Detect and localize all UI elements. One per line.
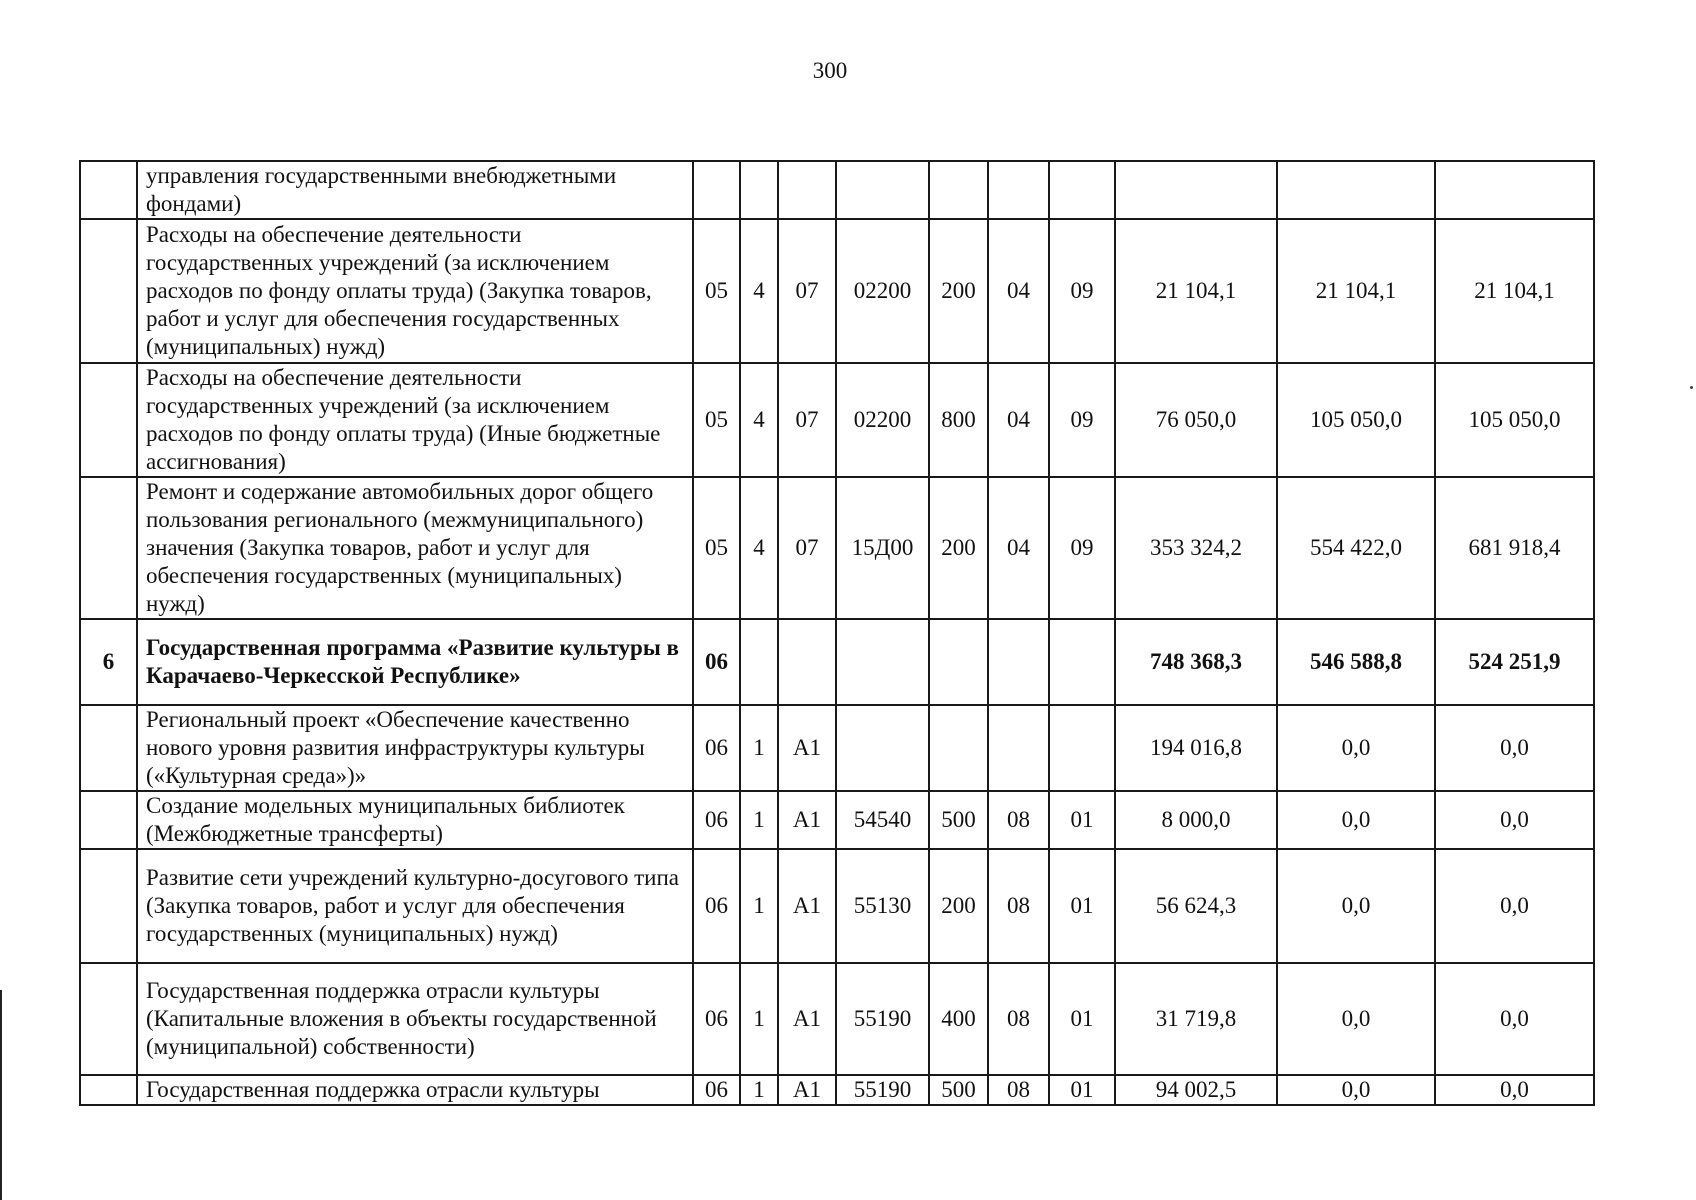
table-row — [80, 477, 1594, 619]
code-cell: 02200 — [836, 363, 929, 477]
table-row-program — [80, 619, 1594, 705]
row-description: Государственная программа «Развитие культуры в Карачаево-Черкесской Республике» — [137, 619, 693, 705]
row-description: Создание модельных муниципальных библиотек (Межбюджетные трансферты) — [137, 791, 693, 849]
code-cell: 55190 — [836, 1075, 929, 1105]
code-cell: 400 — [929, 963, 988, 1075]
amount-cell: 0,0 — [1435, 963, 1594, 1075]
code-cell: 06 — [693, 1075, 740, 1105]
code-cell — [740, 619, 778, 705]
table-row — [80, 849, 1594, 963]
amount-cell: 0,0 — [1435, 849, 1594, 963]
code-cell: 54540 — [836, 791, 929, 849]
code-cell — [836, 705, 929, 791]
code-cell: 01 — [1049, 963, 1115, 1075]
amount-cell: 0,0 — [1277, 963, 1435, 1075]
code-cell: 09 — [1049, 363, 1115, 477]
code-cell: 04 — [988, 363, 1049, 477]
code-cell: 04 — [988, 477, 1049, 619]
code-cell: 01 — [1049, 849, 1115, 963]
amount-cell: 0,0 — [1277, 1075, 1435, 1105]
row-number — [80, 963, 137, 1075]
code-cell: 08 — [988, 1075, 1049, 1105]
code-cell: 1 — [740, 849, 778, 963]
code-cell — [929, 161, 988, 219]
amount-cell: 21 104,1 — [1277, 219, 1435, 363]
code-cell: 06 — [693, 705, 740, 791]
amount-cell: 56 624,3 — [1115, 849, 1277, 963]
amount-cell: 105 050,0 — [1277, 363, 1435, 477]
amount-cell — [1277, 161, 1435, 219]
code-cell: 04 — [988, 219, 1049, 363]
row-description: Развитие сети учреждений культурно-досугового типа (Закупка товаров, работ и услуг для обеспечения государственных (муниципальных) нужд) — [137, 849, 693, 963]
row-number: 6 — [80, 619, 137, 705]
code-cell: 15Д00 — [836, 477, 929, 619]
amount-cell — [1435, 161, 1594, 219]
row-description: Расходы на обеспечение деятельности государственных учреждений (за исключением расходов по фонду оплаты труда) (Закупка товаров, работ и услуг для обеспечения государственных (муниципальных) нужд) — [137, 219, 693, 363]
code-cell: 500 — [929, 1075, 988, 1105]
scan-margin-line — [0, 990, 2, 1200]
amount-cell: 21 104,1 — [1115, 219, 1277, 363]
code-cell — [1049, 619, 1115, 705]
code-cell: 1 — [740, 791, 778, 849]
code-cell: 07 — [778, 363, 836, 477]
code-cell: А1 — [778, 1075, 836, 1105]
amount-cell: 353 324,2 — [1115, 477, 1277, 619]
code-cell: 200 — [929, 849, 988, 963]
amount-cell — [1115, 161, 1277, 219]
code-cell — [836, 619, 929, 705]
code-cell: 06 — [693, 849, 740, 963]
amount-cell: 681 918,4 — [1435, 477, 1594, 619]
code-cell: А1 — [778, 791, 836, 849]
table-row — [80, 705, 1594, 791]
row-description: Государственная поддержка отрасли культуры — [137, 1075, 693, 1105]
code-cell: 06 — [693, 963, 740, 1075]
row-description: Расходы на обеспечение деятельности государственных учреждений (за исключением расходов по фонду оплаты труда) (Иные бюджетные ассигнования) — [137, 363, 693, 477]
amount-cell: 748 368,3 — [1115, 619, 1277, 705]
code-cell: 05 — [693, 363, 740, 477]
code-cell: 01 — [1049, 1075, 1115, 1105]
code-cell: 08 — [988, 791, 1049, 849]
code-cell: 06 — [693, 791, 740, 849]
code-cell: 4 — [740, 363, 778, 477]
amount-cell: 31 719,8 — [1115, 963, 1277, 1075]
code-cell — [1049, 705, 1115, 791]
code-cell: 55130 — [836, 849, 929, 963]
table-row — [80, 363, 1594, 477]
code-cell — [988, 161, 1049, 219]
code-cell: 200 — [929, 219, 988, 363]
code-cell: 1 — [740, 705, 778, 791]
code-cell: А1 — [778, 849, 836, 963]
code-cell: 05 — [693, 477, 740, 619]
code-cell: 07 — [778, 477, 836, 619]
table-row — [80, 1075, 1594, 1105]
code-cell: 1 — [740, 1075, 778, 1105]
amount-cell: 21 104,1 — [1435, 219, 1594, 363]
amount-cell: 0,0 — [1277, 849, 1435, 963]
table-row — [80, 219, 1594, 363]
amount-cell: 0,0 — [1277, 791, 1435, 849]
code-cell — [1049, 161, 1115, 219]
code-cell — [693, 161, 740, 219]
code-cell: 55190 — [836, 963, 929, 1075]
table-row — [80, 161, 1594, 219]
code-cell: 05 — [693, 219, 740, 363]
row-number — [80, 477, 137, 619]
amount-cell: 546 588,8 — [1277, 619, 1435, 705]
code-cell: 08 — [988, 963, 1049, 1075]
row-number — [80, 849, 137, 963]
code-cell: А1 — [778, 963, 836, 1075]
amount-cell: 105 050,0 — [1435, 363, 1594, 477]
code-cell: 09 — [1049, 219, 1115, 363]
amount-cell: 194 016,8 — [1115, 705, 1277, 791]
amount-cell: 8 000,0 — [1115, 791, 1277, 849]
row-description: управления государственными внебюджетными фондами) — [137, 161, 693, 219]
code-cell — [988, 619, 1049, 705]
code-cell: 800 — [929, 363, 988, 477]
budget-table — [79, 160, 1595, 1106]
code-cell — [988, 705, 1049, 791]
code-cell: 01 — [1049, 791, 1115, 849]
code-cell — [929, 619, 988, 705]
code-cell: 4 — [740, 477, 778, 619]
page-number: 300 — [812, 58, 848, 83]
amount-cell: 0,0 — [1435, 1075, 1594, 1105]
row-description: Ремонт и содержание автомобильных дорог общего пользования регионального (межмуниципального) значения (Закупка товаров, работ и услуг для обеспечения государственных (муниципальных) нужд) — [137, 477, 693, 619]
code-cell — [836, 161, 929, 219]
code-cell: 4 — [740, 219, 778, 363]
code-cell: А1 — [778, 705, 836, 791]
row-description: Государственная поддержка отрасли культуры (Капитальные вложения в объекты государственной (муниципальной) собственности) — [137, 963, 693, 1075]
amount-cell: 76 050,0 — [1115, 363, 1277, 477]
code-cell: 1 — [740, 963, 778, 1075]
code-cell — [929, 705, 988, 791]
amount-cell: 0,0 — [1435, 791, 1594, 849]
row-number — [80, 705, 137, 791]
amount-cell: 524 251,9 — [1435, 619, 1594, 705]
code-cell: 07 — [778, 219, 836, 363]
row-number — [80, 1075, 137, 1105]
amount-cell: 0,0 — [1435, 705, 1594, 791]
code-cell: 200 — [929, 477, 988, 619]
scan-speck — [1690, 386, 1693, 389]
row-number — [80, 219, 137, 363]
row-number — [80, 161, 137, 219]
row-number — [80, 363, 137, 477]
row-number — [80, 791, 137, 849]
code-cell: 09 — [1049, 477, 1115, 619]
amount-cell: 554 422,0 — [1277, 477, 1435, 619]
code-cell — [740, 161, 778, 219]
code-cell — [778, 619, 836, 705]
table-row — [80, 791, 1594, 849]
amount-cell: 0,0 — [1277, 705, 1435, 791]
code-cell: 06 — [693, 619, 740, 705]
row-description: Региональный проект «Обеспечение качественно нового уровня развития инфраструктуры культуры («Культурная среда»)» — [137, 705, 693, 791]
code-cell: 02200 — [836, 219, 929, 363]
code-cell: 08 — [988, 849, 1049, 963]
code-cell: 500 — [929, 791, 988, 849]
table-row — [80, 963, 1594, 1075]
code-cell — [778, 161, 836, 219]
amount-cell: 94 002,5 — [1115, 1075, 1277, 1105]
